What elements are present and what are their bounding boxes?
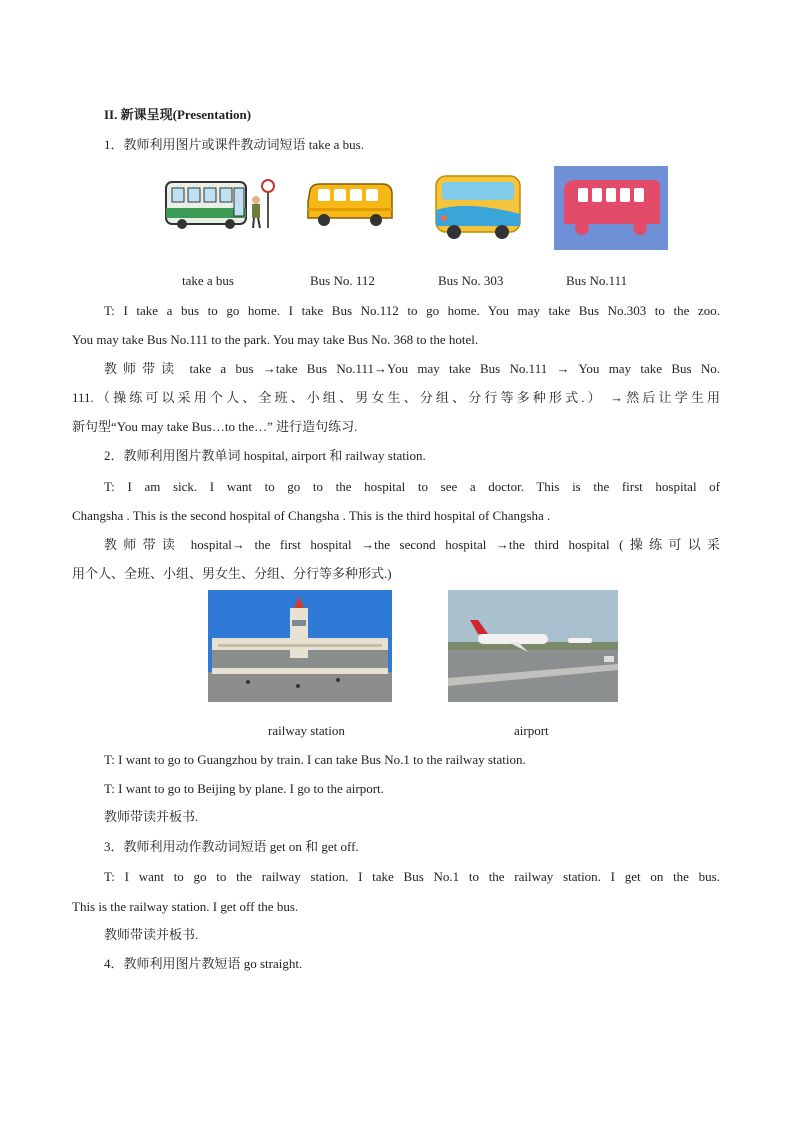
section-heading: II. 新课呈现(Presentation) — [104, 107, 252, 122]
caption-bus-111: Bus No.111 — [566, 273, 628, 288]
colorful-bus-icon — [428, 170, 526, 244]
caption-bus-112: Bus No. 112 — [310, 273, 375, 288]
step2-board-note: 教师带读并板书. — [104, 809, 199, 824]
step2-dialog-line3: T: I want to go to Guangzhou by train. I can take Bus No.1 to the railway station. — [104, 752, 526, 767]
step2-dialog-line4: T: I want to go to Beijing by plane. I go to the airport. — [104, 781, 384, 796]
step2-dialog-line2: Changsha . This is the second hospital of Changsha . This is the third hospital of Changsha . — [72, 508, 551, 523]
step1-read-line3: 新句型“You may take Bus…to the…” 进行造句练习. — [72, 419, 358, 434]
step1-read-line2: 111.（操练可以采用个人、全班、小组、男女生、分组、分行等多种形式.） →然后让学生用 — [72, 390, 720, 405]
yellow-bus-icon — [304, 180, 396, 230]
step3-title: 3．教师利用动作教动词短语 get on 和 get off. — [104, 839, 359, 854]
red-bus-icon — [554, 166, 668, 250]
step2-read-line2: 用个人、全班、小组、男女生、分组、分行等多种形式.) — [72, 566, 392, 581]
railway-station-photo — [208, 590, 392, 702]
step1-title: 1．教师利用图片或课件教动词短语 take a bus. — [104, 137, 364, 152]
step1-dialog-line1: T: I take a bus to go home. I take Bus No.112 to go home. You may take Bus No.303 to the zoo. — [104, 303, 720, 318]
step3-dialog-line2: This is the railway station. I get off the bus. — [72, 899, 299, 914]
caption-airport: airport — [514, 723, 549, 738]
airport-photo — [448, 590, 618, 702]
step3-board-note: 教师带读并板书. — [104, 927, 199, 942]
step2-read-line1: 教师带读 hospital→ the first hospital →the second hospital →the third hospital (操练可以采 — [104, 537, 720, 552]
step1-dialog-line2: You may take Bus No.111 to the park. You may take Bus No. 368 to the hotel. — [72, 332, 479, 347]
caption-railway-station: railway station — [268, 723, 345, 738]
caption-bus-303: Bus No. 303 — [438, 273, 504, 288]
step2-title: 2．教师利用图片教单词 hospital, airport 和 railway station. — [104, 448, 426, 463]
bus-illustration-icon — [164, 174, 278, 230]
caption-take-a-bus: take a bus — [182, 273, 234, 288]
step3-dialog-line1: T: I want to go to the railway station. I take Bus No.1 to the railway station. I get on the bus. — [104, 869, 720, 884]
step4-title: 4．教师利用图片教短语 go straight. — [104, 956, 303, 971]
step1-read-line1: 教师带读 take a bus →take Bus No.111→You may take Bus No.111 → You may take Bus No. — [104, 361, 720, 376]
step2-dialog-line1: T: I am sick. I want to go to the hospital to see a doctor. This is the first hospital of — [104, 479, 720, 494]
